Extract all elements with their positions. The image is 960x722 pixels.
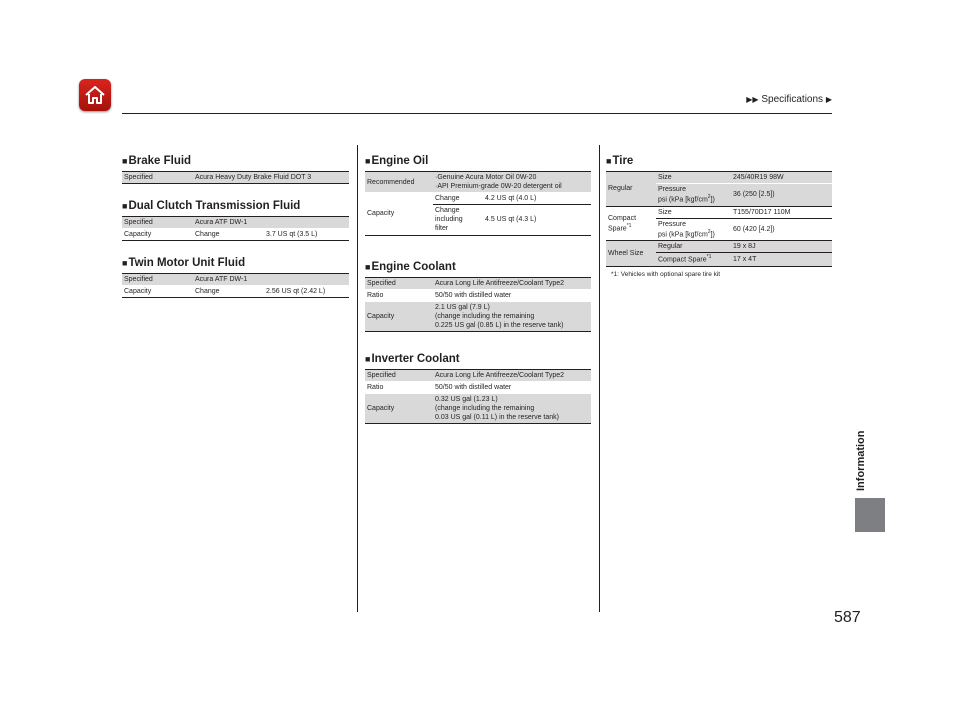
row-label: Specified — [122, 217, 193, 229]
table-row — [122, 217, 349, 229]
row-value: 2.1 US gal (7.9 L) (change including the remaining 0.225 US gal (0.85 L) in the reserve tank) — [433, 302, 591, 332]
row-value: Acura ATF DW-1 — [193, 274, 349, 286]
row-value: 4.2 US qt (4.0 L) — [483, 193, 591, 205]
table-row — [365, 193, 591, 205]
dct-fluid-section — [122, 200, 349, 241]
row-label: Specified — [122, 274, 193, 286]
row-value: 0.32 US gal (1.23 L) (change including the remaining 0.03 US gal (0.11 L) in the reserve tank) — [433, 394, 591, 424]
row-value: 4.5 US qt (4.3 L) — [483, 205, 591, 235]
inverter-coolant-section — [365, 353, 591, 424]
row-label: Capacity — [365, 394, 433, 424]
row-label: Regular — [606, 172, 656, 207]
home-button[interactable] — [79, 79, 111, 111]
table-row — [365, 394, 591, 424]
section-title: ■Tire — [606, 155, 634, 167]
row-label: Capacity — [122, 286, 193, 298]
section-title: ■Brake Fluid — [122, 155, 192, 167]
table-row — [365, 370, 591, 382]
row-sublabel: Size — [656, 172, 731, 184]
tire-table — [606, 171, 832, 267]
row-value: Acura Long Life Antifreeze/Coolant Type2 — [433, 278, 591, 290]
section-title: ■Dual Clutch Transmission Fluid — [122, 200, 301, 212]
row-value: 50/50 with distilled water — [433, 382, 591, 394]
home-icon — [83, 83, 107, 107]
row-label: Specified — [122, 172, 193, 184]
breadcrumb-label: Specifications — [761, 94, 824, 105]
twin-motor-section — [122, 257, 349, 298]
row-sublabel: Change — [433, 193, 483, 205]
chevron-right-icon: ▶ — [825, 95, 832, 104]
brake-fluid-table — [122, 171, 349, 184]
row-value: Acura Heavy Duty Brake Fluid DOT 3 — [193, 172, 349, 184]
row-label: Capacity — [365, 193, 433, 235]
table-row — [365, 382, 591, 394]
table-row — [122, 286, 349, 298]
engine-coolant-table — [365, 277, 591, 332]
row-value: T155/70D17 110M — [731, 206, 832, 218]
table-row — [606, 172, 832, 184]
row-sublabel: Compact Spare$^{*1}$ — [656, 253, 731, 266]
row-label: Ratio — [365, 290, 433, 302]
row-sublabel: Change — [193, 229, 264, 241]
footnote: *1: Vehicles with optional spare tire kit — [611, 270, 721, 278]
table-row — [365, 290, 591, 302]
table-row — [122, 274, 349, 286]
row-sublabel: Change — [193, 286, 264, 298]
row-value: 50/50 with distilled water — [433, 290, 591, 302]
row-value: 3.7 US qt (3.5 L) — [264, 229, 349, 241]
row-sublabel: Size — [656, 206, 731, 218]
row-sublabel: Pressure psi (kPa $[kgf/cm^2]$) — [656, 218, 731, 241]
row-label: Specified — [365, 370, 433, 382]
row-label: Recommended — [365, 172, 433, 193]
breadcrumb[interactable] — [746, 94, 832, 105]
row-label: Specified — [365, 278, 433, 290]
row-value: 2.56 US qt (2.42 L) — [264, 286, 349, 298]
row-value: Acura Long Life Antifreeze/Coolant Type2 — [433, 370, 591, 382]
table-row — [606, 241, 832, 253]
row-value: 60 (420 [4.2]) — [731, 218, 832, 241]
column-divider — [357, 145, 358, 612]
row-sublabel: Regular — [656, 241, 731, 253]
table-row — [365, 278, 591, 290]
section-title: ■Engine Oil — [365, 155, 429, 167]
section-title: ■Engine Coolant — [365, 261, 456, 273]
table-row — [606, 206, 832, 218]
row-value: ·Genuine Acura Motor Oil 0W-20 ·API Premium-grade 0W-20 detergent oil — [433, 172, 591, 193]
row-sublabel: Change including filter — [433, 205, 483, 235]
row-label: Compact Spare$^{*1}$ — [606, 206, 656, 241]
engine-coolant-section — [365, 261, 591, 332]
table-row — [365, 172, 591, 193]
inverter-coolant-table — [365, 369, 591, 424]
column-divider — [599, 145, 600, 612]
row-value: 36 (250 [2.5]) — [731, 184, 832, 207]
section-title: ■Twin Motor Unit Fluid — [122, 257, 246, 269]
table-row — [122, 172, 349, 184]
row-label: Capacity — [122, 229, 193, 241]
page-number: 587 — [834, 609, 861, 626]
row-value: 19 x 8J — [731, 241, 832, 253]
row-label: Wheel Size — [606, 241, 656, 267]
row-label: Capacity — [365, 302, 433, 332]
table-row — [365, 302, 591, 332]
row-value: 17 x 4T — [731, 253, 832, 266]
table-row — [122, 229, 349, 241]
row-sublabel: Pressure psi (kPa $[kgf/cm^2]$) — [656, 184, 731, 207]
tire-section — [606, 155, 832, 278]
section-title: ■Inverter Coolant — [365, 353, 460, 365]
chevron-right-icon: ▶▶ — [746, 95, 759, 104]
row-value: 245/40R19 98W — [731, 172, 832, 184]
twin-motor-table — [122, 273, 349, 298]
header-rule — [122, 113, 832, 114]
row-label: Ratio — [365, 382, 433, 394]
row-value: Acura ATF DW-1 — [193, 217, 349, 229]
engine-oil-table — [365, 171, 591, 236]
section-tab-marker — [855, 498, 885, 532]
section-tab-information[interactable]: Information — [855, 430, 867, 492]
dct-fluid-table — [122, 216, 349, 241]
engine-oil-section — [365, 155, 591, 236]
brake-fluid-section — [122, 155, 349, 184]
